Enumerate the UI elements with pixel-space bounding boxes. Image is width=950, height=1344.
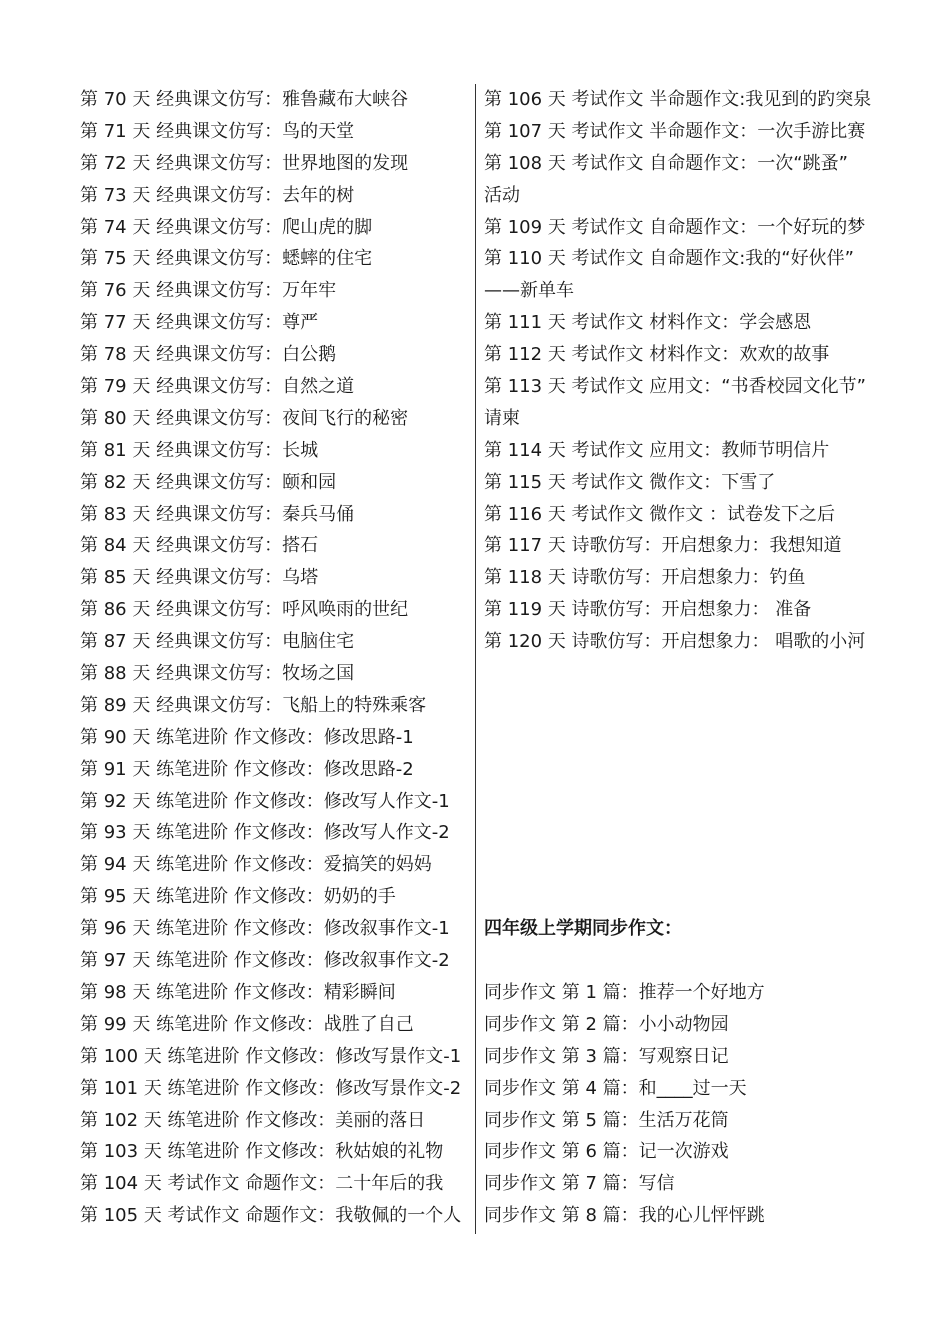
- lesson-item: 第 96 天 练笔进阶 作文修改：修改叙事作文-1: [80, 918, 450, 940]
- lesson-item: 第 115 天 考试作文 微作文：下雪了: [484, 471, 776, 493]
- left-column-list: [80, 84, 470, 1232]
- lesson-item: 第 118 天 诗歌仿写：开启想象力：钓鱼: [484, 567, 806, 589]
- lesson-item: 第 110 天 考试作文 自命题作文:我的“好伙伴”: [484, 248, 854, 270]
- lesson-item: 第 119 天 诗歌仿写：开启想象力： 准备: [484, 599, 812, 621]
- lesson-item: 第 109 天 考试作文 自命题作文：一个好玩的梦: [484, 216, 866, 238]
- lesson-item: 请柬: [484, 407, 520, 429]
- lesson-item: 第 111 天 考试作文 材料作文：学会感恩: [484, 312, 812, 334]
- lesson-item: 第 87 天 经典课文仿写：电脑住宅: [80, 631, 355, 653]
- lesson-item: 第 78 天 经典课文仿写：白公鹅: [80, 344, 337, 366]
- sync-section-heading: 四年级上学期同步作文：: [484, 918, 682, 939]
- lesson-item: 第 85 天 经典课文仿写：乌塔: [80, 567, 319, 589]
- sync-item: 同步作文 第 7 篇：写信: [484, 1173, 675, 1195]
- lesson-item: 第 100 天 练笔进阶 作文修改：修改写景作文-1: [80, 1045, 462, 1067]
- right-column-list: [484, 84, 884, 658]
- lesson-item: 第 102 天 练笔进阶 作文修改：美丽的落日: [80, 1109, 426, 1131]
- lesson-item: 第 92 天 练笔进阶 作文修改：修改写人作文-1: [80, 790, 450, 812]
- lesson-item: 第 93 天 练笔进阶 作文修改：修改写人作文-2: [80, 822, 450, 844]
- sync-item: 同步作文 第 3 篇：写观察日记: [484, 1045, 729, 1067]
- lesson-item: 第 86 天 经典课文仿写：呼风唤雨的世纪: [80, 599, 409, 621]
- lesson-item: 第 70 天 经典课文仿写：雅鲁藏布大峡谷: [80, 89, 409, 110]
- lesson-item: 第 94 天 练笔进阶 作文修改：爱搞笑的妈妈: [80, 854, 432, 876]
- lesson-item: 第 120 天 诗歌仿写：开启想象力： 唱歌的小河: [484, 631, 866, 653]
- lesson-item: 第 114 天 考试作文 应用文：教师节明信片: [484, 439, 830, 461]
- sync-item: 同步作文 第 6 篇：记一次游戏: [484, 1141, 729, 1163]
- lesson-item: 第 117 天 诗歌仿写：开启想象力：我想知道: [484, 535, 842, 557]
- lesson-item: 第 77 天 经典课文仿写：尊严: [80, 312, 319, 334]
- sync-item: 同步作文 第 8 篇：我的心儿怦怦跳: [484, 1205, 765, 1227]
- lesson-item: 第 107 天 考试作文 半命题作文：一次手游比赛: [484, 120, 866, 142]
- lesson-item: 第 104 天 考试作文 命题作文：二十年后的我: [80, 1173, 444, 1195]
- sync-item: 同步作文 第 4 篇：和____过一天: [484, 1077, 747, 1099]
- lesson-item: 第 97 天 练笔进阶 作文修改：修改叙事作文-2: [80, 950, 450, 972]
- lesson-item: 第 81 天 经典课文仿写：长城: [80, 439, 319, 461]
- lesson-item: 第 89 天 经典课文仿写：飞船上的特殊乘客: [80, 694, 427, 716]
- lesson-item: 第 99 天 练笔进阶 作文修改：战胜了自己: [80, 1013, 414, 1035]
- lesson-item: 第 90 天 练笔进阶 作文修改：修改思路-1: [80, 726, 414, 748]
- lesson-item: 第 72 天 经典课文仿写：世界地图的发现: [80, 152, 409, 174]
- sync-item: 同步作文 第 1 篇：推荐一个好地方: [484, 982, 765, 1003]
- lesson-item: 第 98 天 练笔进阶 作文修改：精彩瞬间: [80, 981, 396, 1003]
- lesson-item: 第 75 天 经典课文仿写：蟋蟀的住宅: [80, 248, 373, 270]
- lesson-item: 第 112 天 考试作文 材料作文：欢欢的故事: [484, 344, 830, 366]
- lesson-item: 第 82 天 经典课文仿写：颐和园: [80, 471, 337, 493]
- lesson-item: 第 83 天 经典课文仿写：秦兵马俑: [80, 503, 355, 525]
- lesson-item: 第 88 天 经典课文仿写：牧场之国: [80, 663, 355, 685]
- sync-item: 同步作文 第 5 篇：生活万花筒: [484, 1109, 729, 1131]
- lesson-item: 第 71 天 经典课文仿写：鸟的天堂: [80, 120, 355, 142]
- lesson-item: 第 108 天 考试作文 自命题作文：一次“跳蚤”: [484, 152, 848, 174]
- lesson-item: 第 84 天 经典课文仿写：搭石: [80, 535, 319, 557]
- sync-item: 同步作文 第 2 篇：小小动物园: [484, 1013, 729, 1035]
- lesson-item: 第 80 天 经典课文仿写：夜间飞行的秘密: [80, 407, 409, 429]
- lesson-item: 第 79 天 经典课文仿写：自然之道: [80, 376, 355, 398]
- lesson-item: 第 116 天 考试作文 微作文 ：试卷发下之后: [484, 503, 835, 525]
- lesson-item: 第 95 天 练笔进阶 作文修改：奶奶的手: [80, 886, 396, 908]
- lesson-item: 第 105 天 考试作文 命题作文：我敬佩的一个人: [80, 1205, 462, 1227]
- lesson-item: 第 106 天 考试作文 半命题作文:我见到的趵突泉: [484, 89, 872, 110]
- lesson-item: 第 101 天 练笔进阶 作文修改：修改写景作文-2: [80, 1077, 462, 1099]
- lesson-item: 第 113 天 考试作文 应用文：“书香校园文化节”: [484, 376, 866, 398]
- column-divider: [475, 84, 476, 1234]
- lesson-item: 活动: [484, 184, 520, 206]
- lesson-item: 第 73 天 经典课文仿写：去年的树: [80, 184, 355, 206]
- sync-list: [484, 977, 884, 1232]
- lesson-item: ——新单车: [484, 280, 574, 302]
- lesson-item: 第 74 天 经典课文仿写：爬山虎的脚: [80, 216, 373, 238]
- lesson-item: 第 76 天 经典课文仿写：万年牢: [80, 280, 337, 302]
- lesson-item: 第 103 天 练笔进阶 作文修改：秋姑娘的礼物: [80, 1141, 444, 1163]
- lesson-item: 第 91 天 练笔进阶 作文修改：修改思路-2: [80, 758, 414, 780]
